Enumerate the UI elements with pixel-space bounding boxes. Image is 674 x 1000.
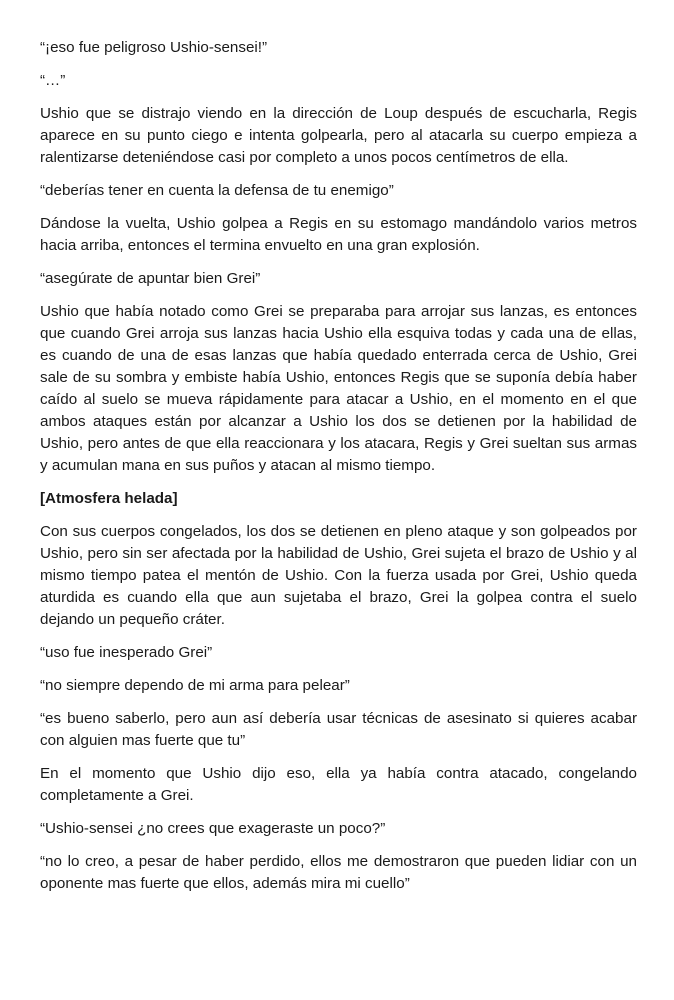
narration-paragraph: Ushio que había notado como Grei se preparaba para arrojar sus lanzas, es entonces que cuando Grei arroja sus lanzas hacia Ushio ella esquiva todas y cada una de ellas, es cuando de una de esas lanzas que había quedado enterrada cerca de Ushio, Grei sale de su sombra y embiste había Ushio, entonces Regis que se suponía debía haber caído al suelo se mueva rápidamente para atacar a Ushio, en el momento en el que ambos ataques están por alcanzar a Ushio los dos se detienen por la habilidad de Ushio, pero antes de que ella reaccionara y los atacara, Regis y Grei sueltan sus armas y acumulan mana en sus puños y atacan al mismo tiempo. [40, 303, 637, 474]
dialogue-line: “deberías tener en cuenta la defensa de tu enemigo” [40, 182, 394, 199]
narration-paragraph: “es bueno saberlo, pero aun así debería usar técnicas de asesinato si quieres acabar con alguien mas fuerte que tu” [40, 710, 637, 749]
narration-paragraph: Con sus cuerpos congelados, los dos se detienen en pleno ataque y son golpeados por Ushio, pero sin ser afectada por la habilidad de Ushio, Grei sujeta el brazo de Ushio y al mismo tiempo patea el mentón de Ushio. Con la fuerza usada por Grei, Ushio queda aturdida es cuando ella que aun sujetaba el brazo, Grei la golpea contra el suelo dejando un pequeño cráter. [40, 523, 637, 628]
narration-paragraph: “no lo creo, a pesar de haber perdido, ellos me demostraron que pueden lidiar con un oponente mas fuerte que ellos, además mira mi cuello” [40, 853, 637, 892]
document-page [40, 37, 637, 906]
section-heading: [Atmosfera helada] [40, 490, 178, 507]
narration-paragraph: Dándose la vuelta, Ushio golpea a Regis en su estomago mandándolo varios metros hacia arriba, entonces el termina envuelto en una gran explosión. [40, 215, 637, 254]
dialogue-line: “asegúrate de apuntar bien Grei” [40, 270, 261, 287]
dialogue-line: “¡eso fue peligroso Ushio-sensei!” [40, 39, 268, 56]
dialogue-line: “Ushio-sensei ¿no crees que exageraste un poco?” [40, 820, 386, 837]
narration-paragraph: En el momento que Ushio dijo eso, ella ya había contra atacado, congelando completamente a Grei. [40, 765, 637, 804]
narration-paragraph: Ushio que se distrajo viendo en la dirección de Loup después de escucharla, Regis aparece en su punto ciego e intenta golpearla, pero al atacarla su cuerpo empieza a ralentizarse deteniéndose casi por completo a unos pocos centímetros de ella. [40, 105, 637, 166]
dialogue-line: “no siempre dependo de mi arma para pelear” [40, 677, 350, 694]
dialogue-line: “uso fue inesperado Grei” [40, 644, 213, 661]
dialogue-line: “…” [40, 72, 66, 89]
